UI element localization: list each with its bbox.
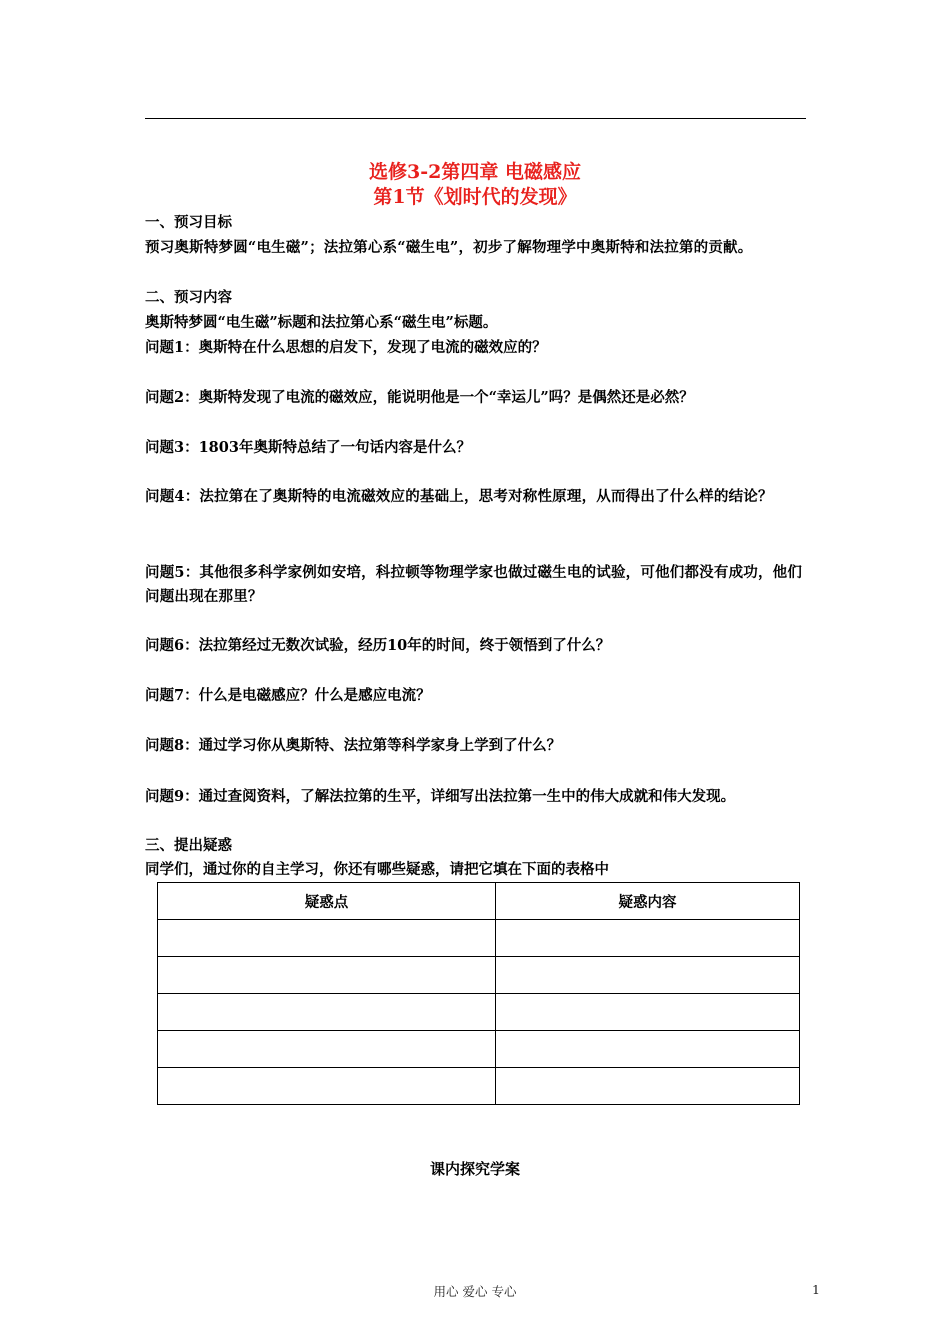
table-row — [158, 957, 800, 994]
section-heading-content: 二、预习内容 — [145, 289, 232, 306]
question-4: 问题4：法拉第在了奥斯特的电流磁效应的基础上，思考对称性原理，从而得出了什么样的结论？ — [145, 488, 773, 505]
question-2: 问题2：奥斯特发现了电流的磁效应，能说明他是一个“幸运儿”吗？是偶然还是必然？ — [145, 389, 694, 406]
table-cell[interactable] — [496, 1031, 800, 1068]
table-cell[interactable] — [158, 994, 496, 1031]
question-9: 问题9：通过查阅资料，了解法拉第的生平，详细写出法拉第一生中的伟大成就和伟大发现。 — [145, 788, 736, 805]
section-text-doubts: 同学们，通过你的自主学习，你还有哪些疑惑，请把它填在下面的表格中 — [145, 861, 609, 878]
table-header-row — [158, 883, 800, 920]
table-cell[interactable] — [158, 957, 496, 994]
document-title: 选修3-2第四章 电磁感应 — [369, 161, 581, 183]
table-row — [158, 920, 800, 957]
table-cell[interactable] — [496, 994, 800, 1031]
question-5: 问题5：其他很多科学家例如安培，科拉顿等物理学家也做过磁生电的试验，可他们都没有成功，他们问题出现在那里？ — [145, 564, 803, 605]
table-row — [158, 1068, 800, 1105]
table-cell[interactable] — [158, 920, 496, 957]
question-8: 问题8：通过学习你从奥斯特、法拉第等科学家身上学到了什么？ — [145, 737, 562, 754]
question-1: 问题1：奥斯特在什么思想的启发下，发现了电流的磁效应的？ — [145, 339, 547, 356]
table-cell[interactable] — [496, 920, 800, 957]
header-rule — [145, 118, 806, 119]
document-subtitle: 第1节《划时代的发现》 — [373, 186, 577, 208]
table-cell[interactable] — [158, 1031, 496, 1068]
section-text-goals: 预习奥斯特梦圆“电生磁”；法拉第心系“磁生电”，初步了解物理学中奥斯特和法拉第的贡献。 — [145, 239, 753, 256]
question-7: 问题7：什么是电磁感应？什么是感应电流？ — [145, 687, 431, 704]
page-number: 1 — [812, 1282, 820, 1297]
section-heading-doubts: 三、提出疑惑 — [145, 837, 232, 854]
question-6: 问题6：法拉第经过无数次试验，经历10年的时间，终于领悟到了什么？ — [145, 637, 611, 654]
next-section-heading: 课内探究学案 — [429, 1160, 520, 1178]
section-text-content: 奥斯特梦圆“电生磁”标题和法拉第心系“磁生电”标题。 — [145, 314, 498, 331]
table-cell[interactable] — [496, 1068, 800, 1105]
question-3: 问题3：1803年奥斯特总结了一句话内容是什么？ — [145, 439, 471, 456]
table-row — [158, 1031, 800, 1068]
table-cell[interactable] — [158, 1068, 496, 1105]
page-footer: 用心 爱心 专心 — [433, 1284, 517, 1299]
section-heading-goals: 一、预习目标 — [145, 214, 232, 231]
table-cell[interactable] — [496, 957, 800, 994]
doubts-table — [157, 882, 800, 1105]
table-row — [158, 994, 800, 1031]
column-header-doubt-point: 疑惑点 — [158, 883, 496, 920]
column-header-doubt-content: 疑惑内容 — [496, 883, 800, 920]
